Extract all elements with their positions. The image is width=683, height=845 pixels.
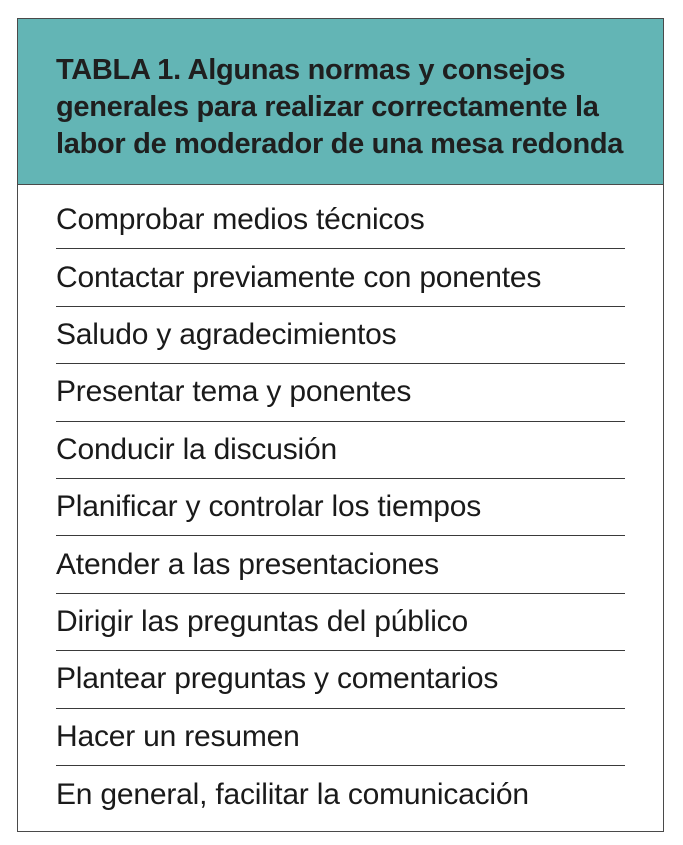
table-row: Hacer un resumen	[56, 709, 625, 766]
table-row: Comprobar medios técnicos	[56, 192, 625, 249]
table-row: Atender a las presentaciones	[56, 536, 625, 593]
table-title: TABLA 1. Algunas normas y consejos generales para realizar correctamente la labor de moderador de una mesa redonda	[56, 54, 624, 160]
table-row: Dirigir las preguntas del público	[56, 594, 625, 651]
table-row: En general, facilitar la comunicación	[56, 777, 529, 811]
table-row: Conducir la discusión	[56, 422, 625, 479]
table-row: Presentar tema y ponentes	[56, 364, 625, 421]
table-row: Plantear preguntas y comentarios	[56, 651, 625, 708]
table-body	[56, 192, 625, 823]
table-row: Planificar y controlar los tiempos	[56, 479, 625, 536]
table-row: Contactar previamente con ponentes	[56, 249, 625, 306]
table-1	[17, 18, 664, 832]
table-row: Saludo y agradecimientos	[56, 307, 625, 364]
table-header	[18, 19, 663, 185]
